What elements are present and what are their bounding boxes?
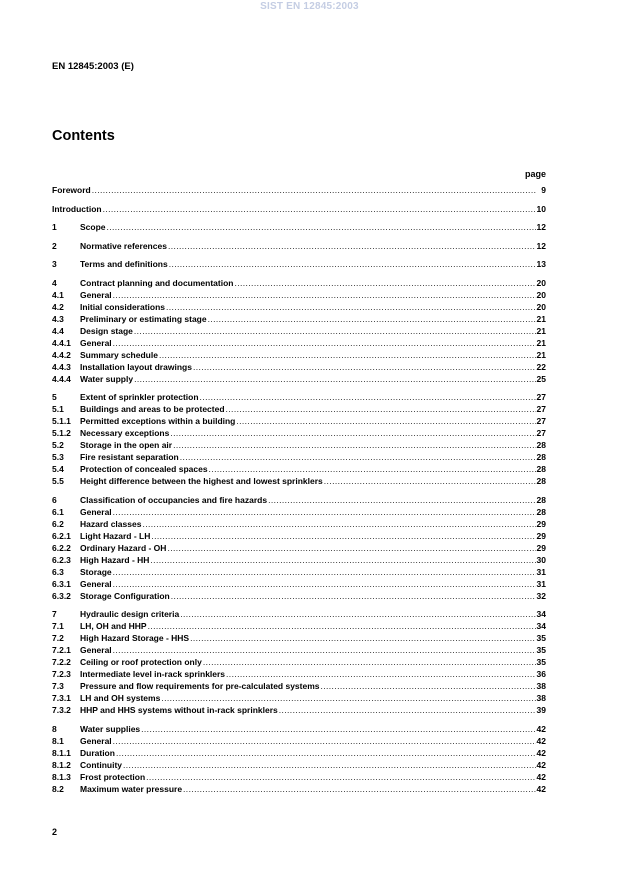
toc-entry[interactable] [52,403,546,415]
toc-entry-title: Pressure and flow requirements for pre-calculated systems [80,681,320,691]
toc-leader-dots [179,608,536,620]
toc-entry[interactable] [52,184,546,196]
toc-entry-number: 6.3 [52,566,64,577]
toc-entry-title: Normative references [80,240,167,251]
toc-entry-number: 6.1 [52,506,64,517]
toc-entry-title: Contract planning and documentation [80,277,234,288]
toc-entry-title: Design stage [80,325,133,336]
toc-entry-number: 4.4.2 [52,349,71,360]
toc-entry-number: 4.4.1 [52,337,71,348]
toc-entry-title: General [80,735,112,746]
toc-entry-number: 7.3.1 [52,693,71,703]
toc-leader-dots [189,632,536,644]
toc-entry-number: 4.1 [52,289,64,300]
toc-entry[interactable] [52,463,546,475]
toc-entry-number: 1 [52,222,57,232]
toc-entry[interactable] [52,203,546,215]
toc-leader-dots [225,668,536,680]
toc-entry[interactable] [52,506,546,518]
toc-leader-dots [169,427,536,439]
toc-entry-number: 7.3.2 [52,705,71,715]
toc-leader-dots [112,566,536,578]
toc-entry-number: 7.2 [52,633,64,643]
toc-entry-number: 5.5 [52,476,64,486]
toc-entry-number: 4 [52,277,57,288]
toc-leader-dots [167,240,536,252]
toc-entry-number: 5.1 [52,404,64,414]
page-title: Contents [52,128,115,144]
toc-entry[interactable] [52,518,546,530]
toc-entry-title: Storage Configuration [80,590,170,601]
toc-leader-dots [91,184,536,196]
toc-leader-dots [160,692,536,704]
toc-entry-page: 28 [536,494,546,505]
toc-entry-number: 4.4 [52,325,64,336]
toc-entry-title: Foreword [52,185,91,195]
toc-entry-number: 5.1.2 [52,428,71,438]
toc-leader-dots [182,783,536,795]
toc-entry-page: 31 [536,578,546,589]
toc-entry-number: 8.1.2 [52,759,71,770]
toc-entry-page: 36 [536,669,546,679]
toc-entry-page: 21 [536,337,546,348]
toc-leader-dots [141,518,536,530]
toc-entry[interactable] [52,289,546,301]
toc-entry-title: General [80,506,112,517]
toc-entry[interactable] [52,258,546,270]
toc-leader-dots [235,415,536,427]
toc-entry[interactable] [52,644,546,656]
page-column-header: page [524,169,546,179]
toc-entry-title: Fire resistant separation [80,452,179,462]
toc-entry-title: Summary schedule [80,349,158,360]
toc-entry-page: 35 [536,657,546,667]
toc-entry-page: 27 [536,416,546,426]
toc-leader-dots [202,656,536,668]
toc-entry[interactable] [52,542,546,554]
toc-entry[interactable] [52,221,546,233]
toc-leader-dots [207,313,536,325]
toc-entry-title: General [80,645,112,655]
toc-entry-page: 20 [536,289,546,300]
toc-entry-number: 6.3.2 [52,590,71,601]
toc-leader-dots [179,451,536,463]
toc-leader-dots [323,475,536,487]
toc-entry[interactable] [52,632,546,644]
toc-entry-number: 2 [52,240,57,251]
toc-leader-dots [112,578,536,590]
toc-entry[interactable] [52,337,546,349]
toc-entry-page: 22 [536,361,546,372]
toc-entry[interactable] [52,566,546,578]
toc-entry[interactable] [52,349,546,361]
toc-entry-title: LH, OH and HHP [80,621,147,631]
toc-entry-title: Ordinary Hazard - OH [80,542,167,553]
toc-entry-page: 29 [536,542,546,553]
toc-entry-title: Duration [80,747,115,758]
toc-entry-number: 7.3 [52,681,64,691]
toc-entry-page: 34 [536,621,546,631]
toc-entry-title: High Hazard - HH [80,554,150,565]
toc-leader-dots [150,530,536,542]
toc-leader-dots [106,221,536,233]
toc-entry[interactable] [52,415,546,427]
toc-entry[interactable] [52,656,546,668]
toc-entry-page: 30 [536,554,546,565]
toc-entry-page: 20 [536,301,546,312]
toc-entry-title: Storage in the open air [80,440,173,450]
toc-entry-title: General [80,289,112,300]
toc-entry[interactable] [52,680,546,692]
toc-entry[interactable] [52,747,546,759]
toc-entry-number: 6.3.1 [52,578,71,589]
toc-entry-page: 35 [536,633,546,643]
page-number: 2 [52,827,58,837]
toc-leader-dots [112,735,536,747]
toc-entry-page: 32 [536,590,546,601]
toc-entry-page: 42 [536,747,546,758]
toc-entry-title: High Hazard Storage - HHS [80,633,190,643]
toc-leader-dots [112,289,536,301]
toc-entry-page: 25 [536,373,546,384]
toc-entry-title: Hydraulic design criteria [80,609,180,619]
toc-entry-number: 4.2 [52,301,64,312]
toc-entry-number: 6.2.2 [52,542,71,553]
toc-entry-title: Necessary exceptions [80,428,170,438]
toc-leader-dots [168,258,536,270]
toc-entry-page: 28 [536,476,546,486]
toc-entry[interactable] [52,530,546,542]
toc-entry-number: 6.2.1 [52,530,71,541]
toc-entry-number: 8.1.3 [52,771,71,782]
toc-leader-dots [208,463,536,475]
toc-entry-page: 27 [536,404,546,414]
toc-entry[interactable] [52,723,546,735]
toc-entry-title: Intermediate level in-rack sprinklers [80,669,226,679]
toc-entry-page: 21 [536,325,546,336]
toc-entry-number: 5.4 [52,464,64,474]
toc-entry-number: 8.1.1 [52,747,71,758]
toc-entry[interactable] [52,620,546,632]
toc-entry[interactable] [52,277,546,289]
toc-entry-number: 5.2 [52,440,64,450]
toc-entry-page: 21 [536,349,546,360]
toc-entry-title: General [80,337,112,348]
toc-entry-page: 21 [536,313,546,324]
toc-leader-dots [147,620,536,632]
toc-entry-number: 8.1 [52,735,64,746]
toc-entry-number: 6.2 [52,518,64,529]
toc-entry-number: 7 [52,609,57,619]
document-reference: EN 12845:2003 (E) [52,61,134,72]
toc-entry-title: Water supplies [80,723,141,734]
toc-entry-number: 4.3 [52,313,64,324]
toc-entry-title: Hazard classes [80,518,142,529]
toc-entry-page: 29 [536,530,546,541]
toc-entry-title: Height difference between the highest and lowest sprinklers [80,476,323,486]
toc-entry-title: Preliminary or estimating stage [80,313,207,324]
toc-leader-dots [115,747,536,759]
toc-entry-number: 7.2.2 [52,657,71,667]
toc-entry[interactable] [52,475,546,487]
toc-entry-page: 38 [536,693,546,703]
toc-entry[interactable] [52,759,546,771]
toc-leader-dots [166,542,536,554]
toc-entry-title: LH and OH systems [80,693,161,703]
toc-entry-number: 4.4.4 [52,373,71,384]
toc-entry-title: Extent of sprinkler protection [80,392,199,402]
toc-entry[interactable] [52,361,546,373]
toc-entry-number: 7.1 [52,621,64,631]
toc-entry-page: 42 [536,759,546,770]
toc-entry[interactable] [52,692,546,704]
toc-entry[interactable] [52,373,546,385]
toc-leader-dots [133,373,536,385]
toc-entry-title: Frost protection [80,771,146,782]
toc-entry-page: 42 [536,771,546,782]
watermark: SIST EN 12845:2003 [260,1,359,12]
toc-entry-page: 29 [536,518,546,529]
toc-entry[interactable] [52,578,546,590]
toc-entry-title: Buildings and areas to be protected [80,404,225,414]
toc-entry[interactable] [52,325,546,337]
toc-leader-dots [278,704,536,716]
toc-entry-page: 12 [536,222,546,232]
toc-entry-title: Initial considerations [80,301,166,312]
toc-entry-page: 38 [536,681,546,691]
toc-entry-number: 5 [52,392,57,402]
toc-leader-dots [112,337,536,349]
toc-entry[interactable] [52,494,546,506]
toc-entry[interactable] [52,590,546,602]
toc-entry-page: 42 [536,723,546,734]
toc-leader-dots [199,391,536,403]
toc-entry-page: 28 [536,440,546,450]
toc-leader-dots [320,680,536,692]
toc-leader-dots [233,277,536,289]
toc-entry[interactable] [52,783,546,795]
toc-leader-dots [170,590,536,602]
toc-entry[interactable] [52,704,546,716]
toc-entry[interactable] [52,439,546,451]
toc-entry-title: General [80,578,112,589]
toc-leader-dots [102,203,536,215]
toc-entry[interactable] [52,554,546,566]
toc-entry-number: 7.2.3 [52,669,71,679]
toc-entry-page: 31 [536,566,546,577]
toc-entry-title: Permitted exceptions within a building [80,416,236,426]
toc-entry-page: 27 [536,428,546,438]
toc-entry-page: 9 [541,185,546,195]
toc-entry-title: Continuity [80,759,123,770]
toc-leader-dots [145,771,536,783]
toc-leader-dots [149,554,536,566]
toc-entry-title: HHP and HHS systems without in-rack sprinklers [80,705,278,715]
toc-leader-dots [192,361,536,373]
toc-entry[interactable] [52,391,546,403]
toc-leader-dots [133,325,536,337]
toc-entry[interactable] [52,313,546,325]
toc-entry[interactable] [52,608,546,620]
toc-leader-dots [122,759,536,771]
toc-leader-dots [267,494,536,506]
toc-entry-title: Classification of occupancies and fire hazards [80,494,268,505]
toc-entry[interactable] [52,301,546,313]
toc-leader-dots [112,506,536,518]
toc-entry-page: 28 [536,506,546,517]
toc-entry[interactable] [52,451,546,463]
toc-leader-dots [112,644,536,656]
toc-entry-page: 27 [536,392,546,402]
toc-entry-page: 34 [536,609,546,619]
toc-entry[interactable] [52,668,546,680]
toc-leader-dots [225,403,536,415]
toc-entry-title: Ceiling or roof protection only [80,657,202,667]
toc-entry-title: Scope [80,222,106,232]
toc-entry[interactable] [52,735,546,747]
toc-entry-page: 13 [536,259,546,269]
toc-entry-number: 5.1.1 [52,416,71,426]
table-of-contents [52,184,546,795]
toc-leader-dots [140,723,536,735]
toc-entry-number: 7.2.1 [52,645,71,655]
toc-entry-page: 28 [536,452,546,462]
toc-entry-number: 8 [52,723,57,734]
toc-entry-number: 8.2 [52,783,64,794]
toc-entry-number: 6 [52,494,57,505]
toc-entry-title: Installation layout drawings [80,361,192,372]
toc-entry-title: Introduction [52,203,102,214]
toc-entry-page: 42 [536,735,546,746]
toc-entry[interactable] [52,771,546,783]
toc-entry-title: Water supply [80,373,134,384]
toc-entry-page: 10 [536,203,546,214]
toc-entry-page: 35 [536,645,546,655]
toc-leader-dots [158,349,536,361]
toc-entry-number: 3 [52,259,57,269]
toc-leader-dots [165,301,536,313]
toc-entry-title: Maximum water pressure [80,783,183,794]
toc-entry-page: 12 [536,240,546,251]
toc-entry-title: Terms and definitions [80,259,168,269]
toc-entry[interactable] [52,240,546,252]
toc-entry-number: 6.2.3 [52,554,71,565]
toc-entry-page: 42 [536,783,546,794]
toc-leader-dots [172,439,536,451]
toc-entry[interactable] [52,427,546,439]
toc-entry-title: Light Hazard - LH [80,530,151,541]
toc-entry-page: 20 [536,277,546,288]
toc-entry-page: 28 [536,464,546,474]
toc-entry-title: Protection of concealed spaces [80,464,208,474]
toc-entry-number: 5.3 [52,452,64,462]
toc-entry-number: 4.4.3 [52,361,71,372]
toc-entry-page: 39 [536,705,546,715]
toc-entry-title: Storage [80,566,112,577]
